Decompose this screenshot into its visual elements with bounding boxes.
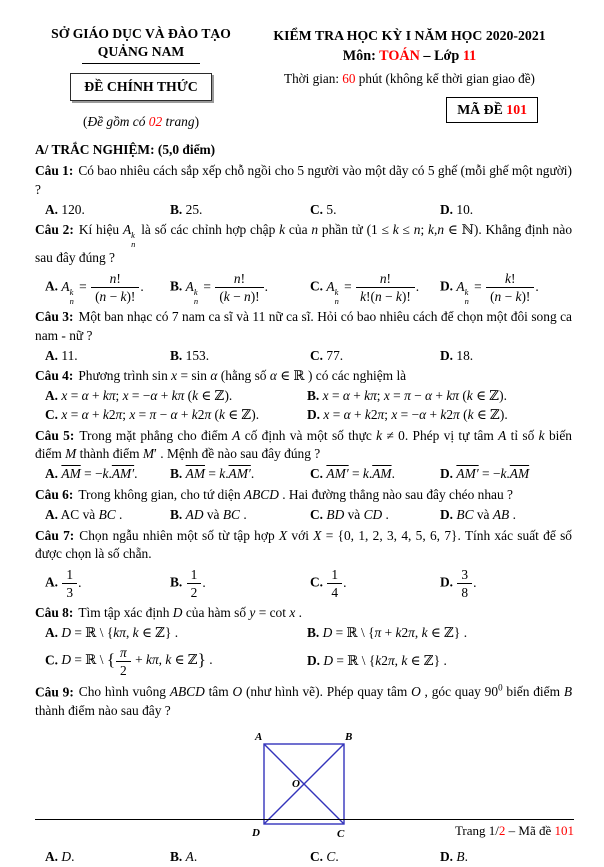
answer-label: A.	[45, 574, 59, 590]
answers-row	[45, 506, 572, 525]
answer-text: $\frac{1}{4}$ .	[323, 575, 346, 590]
question-text: Một ban nhạc có 7 nam ca sĩ và 11 nữ ca sĩ. Hỏi có bao nhiêu cách để chọn một đôi song ca nam - nữ ?	[35, 309, 572, 343]
question-text: Kí hiệu A k n là số các chỉnh hợp chập k của n phần tử (1 ≤ k ≤ n; k,n ∈ ℕ). Khẳng định nào sau đây đúng ?	[35, 222, 573, 266]
question-text: Phương trình sin x = sin α (hằng số α ∈ ℝ ) có các nghiệm là	[78, 368, 407, 384]
answer-label: A.	[45, 849, 59, 865]
answer-label: D.	[307, 406, 321, 422]
answer-option	[440, 848, 572, 867]
page-footer: Trang 1/2 – Mã đề 101	[35, 819, 574, 840]
question-text: Tìm tập xác định D của hàm số y = cot x .	[78, 605, 302, 621]
answer-label: B.	[170, 574, 183, 590]
answer-text: A k n = $\frac{k!}{(n - k)!}$ .	[456, 271, 539, 306]
question-statement	[35, 486, 572, 505]
answer-text: A k n = $\frac{n!}{(n - k)!}$ .	[61, 271, 144, 306]
exam-header	[35, 26, 572, 131]
answers-row	[45, 269, 572, 306]
answer-option	[440, 347, 572, 366]
question-label: Câu 6:	[35, 486, 74, 502]
header-left-block	[35, 26, 247, 131]
answer-text: 18.	[453, 347, 474, 363]
answer-option	[307, 406, 572, 425]
answer-option	[310, 465, 440, 484]
exam-subject: Môn: TOÁN – Lớp 11	[342, 48, 477, 65]
answer-label: A.	[45, 466, 59, 482]
answer-label: D.	[440, 574, 454, 590]
answer-text: 153.	[182, 347, 210, 363]
question	[35, 367, 572, 424]
answer-option	[170, 201, 310, 220]
question-text: Có bao nhiêu cách sắp xếp chỗ ngồi cho 5 người vào một dãy có 5 ghế (mỗi ghế một người) ?	[35, 163, 572, 197]
center-label-o: O	[291, 777, 300, 790]
province-name: QUẢNG NAM	[82, 42, 200, 64]
question-statement	[35, 604, 572, 623]
vertex-label-b: B	[344, 730, 352, 743]
question-label: Câu 1:	[35, 163, 74, 179]
answers-row	[45, 387, 572, 425]
answer-text: $\frac{1}{2}$ .	[182, 575, 205, 590]
answer-option	[310, 565, 440, 602]
answer-option	[45, 643, 307, 680]
answer-label: C.	[310, 574, 324, 590]
answer-label: D.	[440, 347, 454, 363]
answer-text: BD và CD .	[326, 506, 389, 522]
answer-option	[45, 269, 170, 306]
answer-option	[45, 387, 307, 406]
answer-text: $\frac{3}{8}$ .	[453, 575, 476, 590]
answer-option	[307, 652, 572, 671]
answer-text: $AM' = k.\overline{AM}$.	[326, 466, 395, 482]
answer-option	[45, 201, 170, 220]
answer-option	[440, 465, 572, 484]
answer-label: B.	[170, 506, 183, 522]
answer-option	[170, 506, 310, 525]
answer-label: B.	[307, 388, 320, 404]
question-statement	[35, 527, 572, 565]
answer-option	[310, 506, 440, 525]
question-statement	[35, 682, 572, 721]
answer-text: B.	[456, 849, 468, 865]
answer-label: B.	[170, 849, 183, 865]
answer-text: D = ℝ \ {kπ, k ∈ ℤ} .	[61, 624, 179, 640]
official-exam-box: ĐỀ CHÍNH THỨC	[70, 73, 211, 100]
answer-text: D = ℝ \ {π + k2π, k ∈ ℤ} .	[322, 624, 468, 640]
answer-text: C.	[326, 849, 339, 865]
vertex-label-a: A	[254, 730, 262, 743]
answer-label: D.	[440, 466, 454, 482]
question-statement	[35, 221, 572, 268]
answer-label: A.	[45, 201, 59, 217]
exam-code-box: MÃ ĐỀ 101	[446, 97, 538, 123]
question-label: Câu 4:	[35, 368, 74, 384]
question-statement	[35, 308, 572, 346]
question-text: Cho hình vuông ABCD tâm O (như hình vẽ). Phép quay tâm O , góc quay $90^0$ biến điểm B thành điểm nào sau đây ?	[35, 682, 572, 718]
answer-label: B.	[170, 201, 183, 217]
answer-option	[310, 269, 440, 306]
questions-list	[35, 162, 572, 867]
answer-text: D = ℝ \ { $\frac{\pi}{2}$ + kπ, k ∈ ℤ} .	[61, 644, 213, 678]
answer-option	[440, 269, 572, 306]
answer-label: A.	[45, 278, 59, 294]
answer-option	[170, 565, 310, 602]
question-statement	[35, 367, 572, 386]
answer-option	[307, 624, 572, 643]
question-label: Câu 2:	[35, 222, 74, 238]
vertex-label-c: C	[336, 827, 344, 840]
question	[35, 427, 572, 484]
question-text: Trong không gian, cho tứ diện ABCD . Hai đường thẳng nào sau đây chéo nhau ?	[78, 486, 513, 502]
answer-label: D.	[440, 278, 454, 294]
answer-label: D.	[440, 849, 454, 865]
answer-text: AC và BC .	[58, 506, 123, 522]
answer-label: C.	[310, 466, 324, 482]
question-statement	[35, 162, 572, 200]
answer-label: C.	[310, 278, 324, 294]
answer-label: D.	[440, 506, 454, 522]
pages-note: (Đề gồm có 02 trang)	[82, 113, 200, 129]
answer-label: C.	[310, 201, 324, 217]
answer-text: 120.	[58, 201, 85, 217]
answer-option	[45, 848, 170, 867]
answer-option	[440, 506, 572, 525]
answer-text: x = α + k2π; x = −α + k2π (k ∈ ℤ).	[323, 406, 508, 422]
answer-text: D.	[61, 849, 75, 865]
question-label: Câu 5:	[35, 427, 75, 443]
answer-label: A.	[45, 388, 59, 404]
answer-option	[170, 465, 310, 484]
answer-option	[170, 848, 310, 867]
answer-text: A.	[185, 849, 198, 865]
answer-text: $\overline{AM} = k.AM'$.	[185, 466, 255, 482]
vertex-label-d: D	[251, 826, 260, 839]
answer-label: A.	[45, 506, 59, 522]
exam-code-row	[247, 97, 572, 123]
question-label: Câu 7:	[35, 527, 75, 543]
answer-text: x = α + kπ; x = −α + kπ (k ∈ ℤ).	[61, 388, 233, 404]
answer-text: 11.	[58, 347, 78, 363]
answer-option	[45, 465, 170, 484]
question-label: Câu 3:	[35, 309, 74, 325]
answer-label: B.	[307, 624, 320, 640]
answer-text: AD và BC .	[185, 506, 247, 522]
answer-label: A.	[45, 624, 59, 640]
answer-text: $\overline{AM} = -k.AM'$.	[61, 466, 138, 482]
question	[35, 308, 572, 365]
question-label: Câu 9:	[35, 684, 74, 700]
answer-option	[440, 201, 572, 220]
answer-text: $AM' = -k.\overline{AM}$	[456, 466, 530, 482]
question-text: Chọn ngẫu nhiên một số từ tập hợp X với X = {0, 1, 2, 3, 4, 5, 6, 7}. Tính xác suất để số được chọn là số chẵn.	[35, 527, 572, 562]
answer-label: C.	[310, 347, 324, 363]
answer-label: D.	[307, 652, 321, 668]
question-statement	[35, 427, 572, 465]
answer-label: B.	[170, 278, 183, 294]
question-text: Trong mặt phẳng cho điểm A cố định và một số thực k ≠ 0. Phép vị tự tâm A tỉ số k biến điểm M thành điểm M′ . Mệnh đề nào sau đây đúng ?	[35, 427, 572, 462]
answer-text: 77.	[323, 347, 344, 363]
question	[35, 486, 572, 525]
answer-option	[45, 624, 307, 643]
answer-option	[310, 347, 440, 366]
question	[35, 527, 572, 603]
exam-title: KIỂM TRA HỌC KỲ I NĂM HỌC 2020-2021	[273, 28, 546, 43]
official-box-row	[35, 64, 247, 100]
answer-option	[170, 269, 310, 306]
department-name: SỞ GIÁO DỤC VÀ ĐÀO TẠO	[51, 26, 231, 41]
answer-label: B.	[170, 347, 183, 363]
answer-label: B.	[170, 466, 183, 482]
answer-label: C.	[310, 506, 324, 522]
answers-row	[45, 201, 572, 220]
answer-text: 5.	[323, 201, 337, 217]
answer-label: A.	[45, 347, 59, 363]
answer-text: BC và AB .	[456, 506, 516, 522]
question	[35, 221, 572, 306]
answers-row	[45, 465, 572, 484]
answer-option	[440, 565, 572, 602]
answers-row	[45, 565, 572, 602]
answer-label: C.	[45, 406, 59, 422]
header-right-block	[247, 26, 572, 131]
answer-text: A k n = $\frac{n!}{(k - n)!}$ .	[185, 271, 268, 306]
answers-row	[45, 347, 572, 366]
answer-option	[45, 347, 170, 366]
answer-option	[310, 201, 440, 220]
answer-option	[45, 506, 170, 525]
answer-label: C.	[45, 652, 59, 668]
answer-label: C.	[310, 849, 324, 865]
answer-label: D.	[440, 201, 454, 217]
answers-row	[45, 848, 572, 867]
answer-option	[307, 387, 572, 406]
answer-text: x = α + k2π; x = π − α + k2π (k ∈ ℤ).	[61, 406, 260, 422]
answer-text: 25.	[182, 201, 203, 217]
answer-text: x = α + kπ; x = π − α + kπ (k ∈ ℤ).	[322, 388, 507, 404]
answer-text: D = ℝ \ {k2π, k ∈ ℤ} .	[323, 652, 447, 668]
exam-duration: Thời gian: 60 phút (không kể thời gian giao đề)	[284, 71, 535, 87]
answer-option	[170, 347, 310, 366]
answer-option	[45, 406, 307, 425]
answer-option	[45, 565, 170, 602]
answers-row	[45, 624, 572, 680]
answer-text: $\frac{1}{3}$ .	[58, 575, 81, 590]
answer-text: 10.	[453, 201, 474, 217]
question-label: Câu 8:	[35, 605, 74, 621]
question	[35, 604, 572, 680]
answer-option	[310, 848, 440, 867]
section-title: A/ TRẮC NGHIỆM: (5,0 điểm)	[35, 142, 216, 158]
answer-text: A k n = $\frac{n!}{k!(n - k)!}$ .	[326, 271, 420, 306]
question	[35, 162, 572, 219]
province-name-row	[35, 42, 247, 64]
